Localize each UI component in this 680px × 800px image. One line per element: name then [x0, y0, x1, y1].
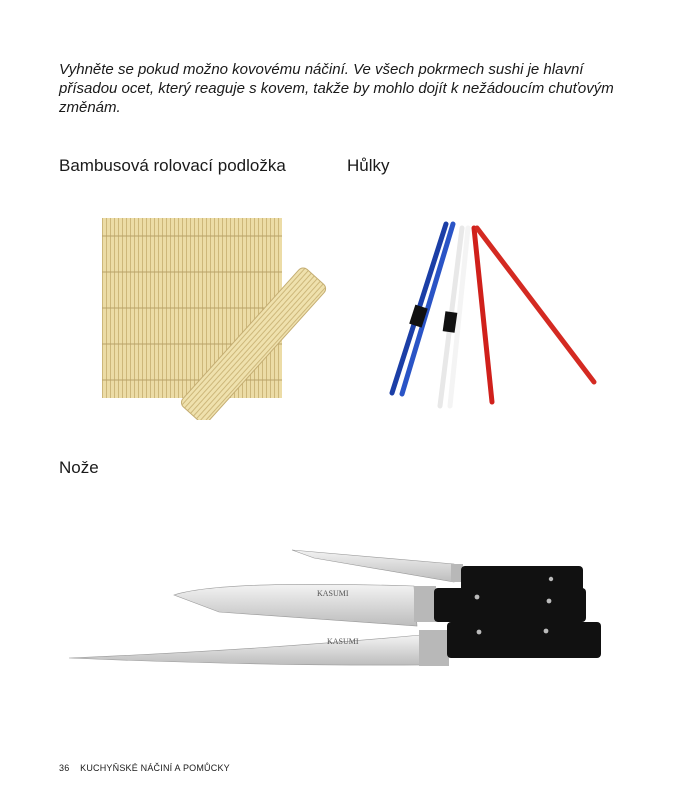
knife-brand-mark-bottom: KASUMI [327, 637, 359, 646]
bamboo-mat-photo [59, 198, 339, 420]
page-number: 36 [59, 763, 70, 773]
knives-photo [59, 500, 621, 732]
chopsticks-photo [350, 198, 622, 420]
heading-chopsticks: Hůlky [347, 156, 390, 175]
chapter-title: KUCHYŇSKÉ NÁČINÍ A POMŮCKY [80, 763, 230, 773]
heading-bamboo-mat: Bambusová rolovací podložka [59, 156, 286, 175]
heading-knives: Nože [59, 458, 99, 477]
knife-brand-mark-middle: KASUMI [317, 589, 349, 598]
page-footer [59, 763, 230, 773]
intro-paragraph: Vyhněte se pokud možno kovovému náčiní. Ve všech pokrmech sushi je hlavní přísadou ocet, který reaguje s kovem, takže by mohlo dojít k nežádoucím chuťovým změnám. [59, 61, 614, 116]
